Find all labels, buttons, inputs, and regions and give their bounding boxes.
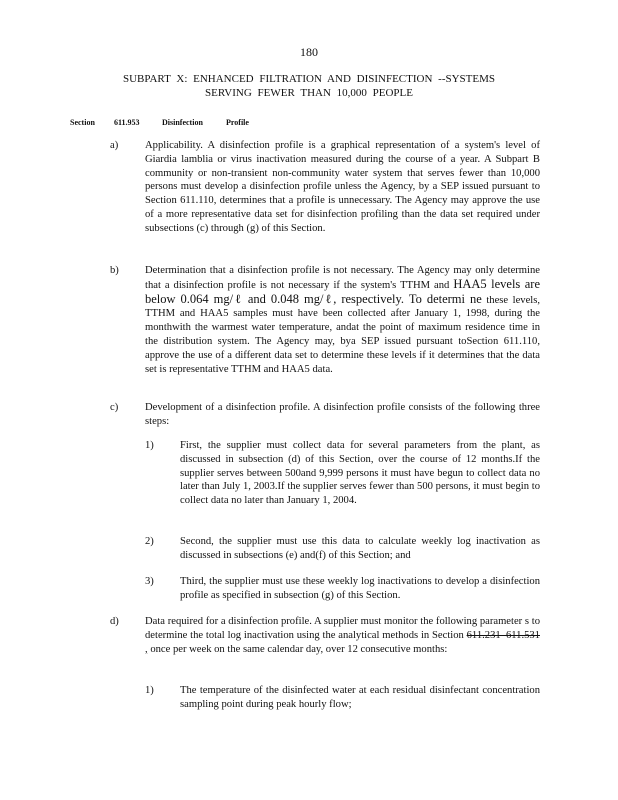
item-text: First, the supplier must collect data for several parameters from the plant, as discussed in subsection (d) of this Section, over the course of 12 months.If the supplier serves between 500and 9,999 persons it must have begun to collect data no later than July 1, 2003.If the supplier serves fewer than 500 persons, it must begin to collect data no later than January 1, 2004. <box>180 440 540 507</box>
subpart-heading <box>0 72 618 100</box>
item-label: 2) <box>145 536 154 547</box>
inserted-text: , <box>145 643 148 655</box>
item-text: Second, the supplier must use this data to calculate weekly log inactivation as discussed in subsections (e) and(f) of this Section; and <box>180 536 540 561</box>
paragraph-c-item-2 <box>145 535 540 563</box>
paragraph-b <box>110 264 540 376</box>
paragraph-text-part-1: Determination that a disinfection profile is not necessary. The Agency may only determine that a disinfection profile is not necessary if the system's TTHM and <box>145 265 540 291</box>
heading-line-2: SERVING FEWER THAN 10,000 PEOPLE <box>204 87 413 99</box>
struck-citation: 611.231–611.531 <box>466 629 540 641</box>
item-label: 1) <box>145 685 154 696</box>
section-label: Section <box>70 118 95 127</box>
paragraph-label: c) <box>110 402 119 413</box>
paragraph-text-part-2: these levels, TTHM and HAA5 samples must have been collected after January 1, 1998, during the monthwith the warmest water temperature, andat the point of maximum residence time in the distribution system. The Agency may, bya SEP issued pursuant toSection 611.110, approve the use of a different data set to determine these levels if it determines that the data set is representative TTHM and HAA5 data. <box>145 294 540 375</box>
paragraph-c <box>110 401 540 429</box>
paragraph-text <box>145 615 540 656</box>
paragraph-text: Applicability. A disinfection profile is a graphical representation of a system's level of Giardia lamblia or virus inactivation measured during the course of a year. A Subpart B community or non-transient non-community water system that serves fewer than 10,000 persons must develop a disinfection profile unless the Agency, by a SEP issued pursuant to Section 611.110, determines that a profile is unnecessary. The Agency may approve the use of a more representative data set for disinfection profiling than the data set required under subsections (c) through (g) of this Section. <box>145 140 540 234</box>
page-number: 180 <box>300 45 318 59</box>
paragraph-label: a) <box>110 140 119 151</box>
section-subtitle: Profile <box>226 118 249 127</box>
paragraph-text: Development of a disinfection profile. A disinfection profile consists of the following three steps: <box>145 402 540 427</box>
item-text: Third, the supplier must use these weekly log inactivations to develop a disinfection profile as specified in subsection (g) of this Section. <box>180 576 540 601</box>
item-label: 1) <box>145 440 154 451</box>
paragraph-c-item-3 <box>145 575 540 603</box>
paragraph-label: d) <box>110 616 119 627</box>
paragraph-text-large: HAA5 levels are below 0.064 mg/ℓ and 0.048 mg/ℓ, respectively. To determi ne <box>145 276 540 306</box>
section-number: 611.953 <box>114 118 140 127</box>
paragraph-d-item-1 <box>145 684 540 712</box>
paragraph-text <box>145 264 540 376</box>
paragraph-text-part-1: Data required for a disinfection profile. A supplier must monitor the following parameter s to determine the total log inactivation using the analytical methods in Section <box>145 616 540 641</box>
paragraph-c-item-1 <box>145 439 540 508</box>
section-title: Disinfection <box>162 118 203 127</box>
heading-line-1: SUBPART X: ENHANCED FILTRATION AND DISINFECTION --SYSTEMS <box>122 73 496 85</box>
section-line <box>70 116 249 130</box>
item-text: The temperature of the disinfected water at each residual disinfectant concentration sampling point during peak hourly flow; <box>180 685 540 710</box>
item-label: 3) <box>145 576 154 587</box>
paragraph-a <box>110 139 540 236</box>
paragraph-text-part-2: once per week on the same calendar day, over 12 consecutive months: <box>150 643 448 655</box>
paragraph-d <box>110 615 540 656</box>
paragraph-label: b) <box>110 265 119 276</box>
